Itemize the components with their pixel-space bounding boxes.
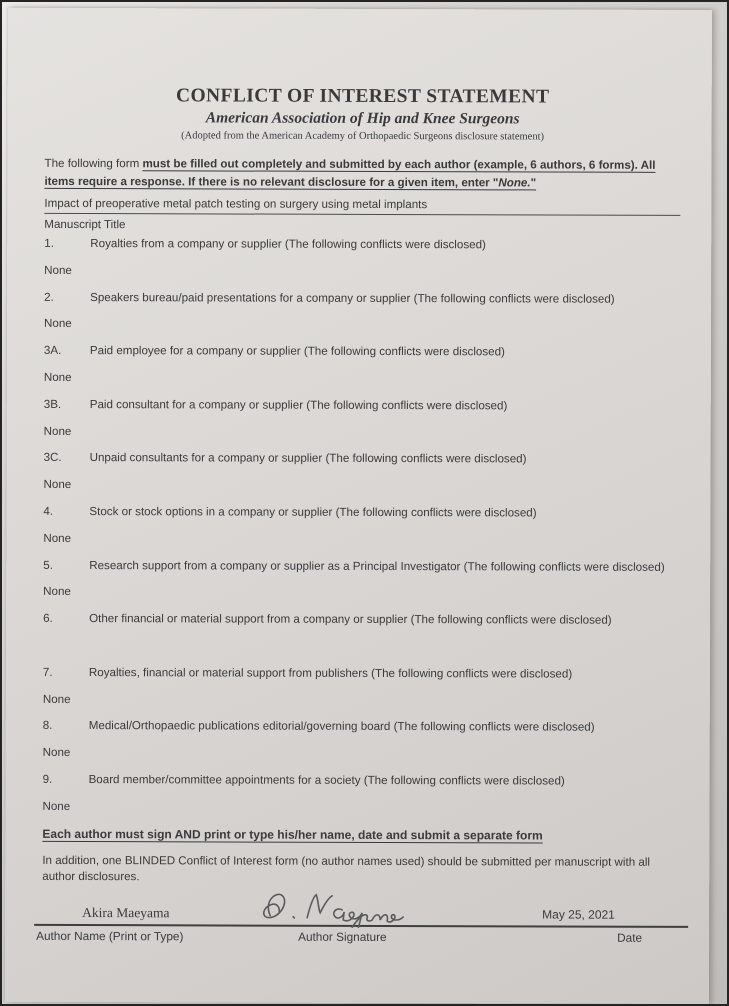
item-number: 6.	[43, 612, 53, 626]
item-text: Board member/committee appointments for a society (The following conflicts were disclosed)	[88, 772, 565, 788]
form-item	[43, 612, 679, 641]
item-number: 3B.	[43, 397, 62, 411]
item-response-blank	[43, 639, 679, 668]
form-item	[44, 290, 680, 319]
sign-instruction: Each author must sign AND print or type his/her name, date and submit a separate form	[42, 826, 543, 843]
signature-line	[34, 894, 688, 927]
item-number: 8.	[42, 719, 53, 733]
document-title: CONFLICT OF INTEREST STATEMENT	[175, 85, 550, 108]
item-text: Medical/Orthopaedic publications editorial/governing board (The following conflicts were disclosed)	[88, 719, 595, 734]
author-name-value: Akira Maeyama	[82, 904, 170, 920]
instructions-bold: must be filled out completely and submitted by each author (example, 6 authors, 6 forms). All items require a response. If there is no relevant disclosure for a given item, enter "	[44, 157, 656, 190]
form-item	[44, 451, 680, 480]
adopted-note: (Adopted from the American Academy of Orthopaedic Surgeons disclosure statement)	[181, 130, 545, 143]
item-response: None	[42, 799, 71, 813]
item-response: None	[43, 531, 72, 545]
form-item	[43, 719, 679, 748]
item-number: 3A.	[43, 344, 62, 358]
item-text: Speakers bureau/paid presentations for a company or supplier (The following conflicts were disclosed)	[90, 290, 615, 306]
item-response: None	[43, 370, 72, 384]
date-label: Date	[617, 930, 643, 945]
item-number: 1.	[44, 236, 54, 250]
form-item	[43, 558, 679, 587]
document-content	[5, 8, 712, 944]
item-response: None	[42, 692, 71, 706]
item-response: None	[43, 424, 72, 438]
form-item	[44, 344, 680, 373]
item-number: 7.	[42, 665, 53, 679]
form-instructions	[44, 155, 680, 193]
handwritten-signature	[252, 885, 430, 928]
blinded-note: In addition, one BLINDED Conflict of Interest form (no author names used) should be submitted per manuscript with all author disclosures.	[42, 853, 651, 884]
form-item	[43, 773, 679, 802]
instructions-none-word: None.	[498, 176, 531, 190]
item-number: 2.	[44, 290, 54, 304]
item-text: Stock or stock options in a company or supplier (The following conflicts were disclosed)	[89, 505, 537, 520]
item-text: Royalties, financial or material support from publishers (The following conflicts were disclosed)	[88, 665, 573, 681]
item-text: Unpaid consultants for a company or supplier (The following conflicts were disclosed)	[89, 451, 527, 466]
item-text: Research support from a company or supplier as a Principal Investigator (The following conflicts were disclosed)	[89, 558, 665, 574]
item-text: Paid employee for a company or supplier (The following conflicts were disclosed)	[89, 344, 505, 359]
form-item	[43, 505, 679, 534]
item-response: None	[44, 263, 72, 277]
manuscript-title-value: Impact of preoperative metal patch testing on surgery using metal implants	[44, 198, 680, 216]
form-item	[44, 237, 680, 266]
item-number: 5.	[43, 558, 53, 572]
author-name-label: Author Name (Print or Type)	[36, 928, 184, 943]
item-text: Paid consultant for a company or supplier (The following conflicts were disclosed)	[89, 397, 508, 413]
signature-labels	[34, 925, 688, 943]
item-text: Other financial or material support from a company or supplier (The following conflicts were disclosed)	[89, 612, 612, 627]
date-value: May 25, 2021	[542, 907, 615, 922]
form-item	[44, 398, 680, 427]
disclosure-items	[42, 237, 680, 829]
item-number: 9.	[42, 772, 53, 786]
item-response: None	[42, 746, 71, 760]
paper-sheet	[5, 8, 712, 1004]
instructions-close-quote: "	[530, 176, 537, 190]
item-number: 3C.	[43, 451, 62, 465]
item-text: Royalties from a company or supplier (The following conflicts were disclosed)	[90, 237, 486, 252]
form-item	[43, 666, 679, 695]
manuscript-title-label: Manuscript Title	[44, 217, 126, 232]
item-response: None	[43, 317, 72, 331]
document-subtitle: American Association of Hip and Knee Surgeons	[205, 109, 520, 128]
instructions-prefix: The following form	[44, 156, 143, 171]
item-response: None	[43, 585, 71, 599]
item-response: None	[43, 478, 72, 492]
item-number: 4.	[43, 504, 54, 518]
author-signature-label: Author Signature	[298, 929, 387, 944]
